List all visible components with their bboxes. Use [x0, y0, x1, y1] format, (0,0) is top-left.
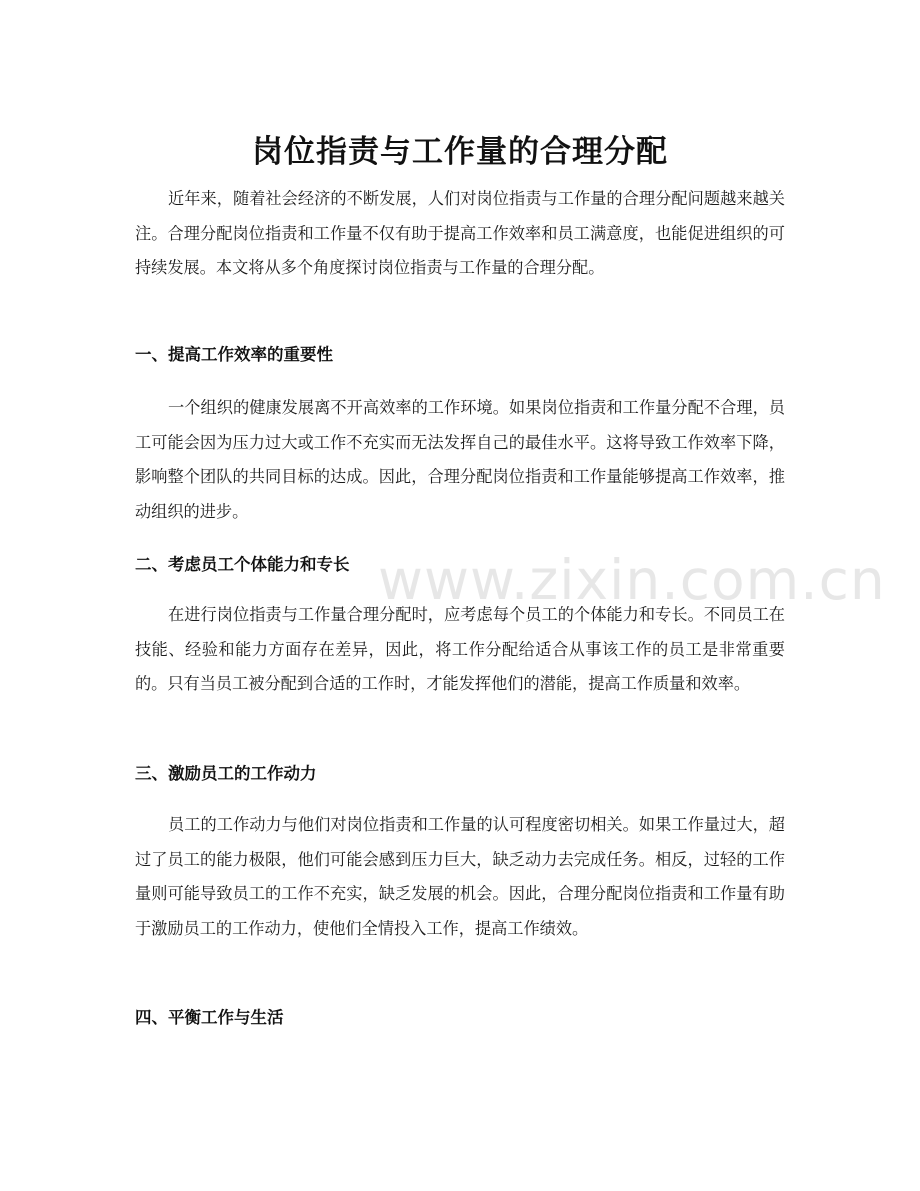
watermark-text: www.zixin.com.cn: [378, 548, 886, 612]
intro-paragraph: 近年来，随着社会经济的不断发展，人们对岗位指责与工作量的合理分配问题越来越关注。合理分配岗位指责和工作量不仅有助于提高工作效率和员工满意度，也能促进组织的可持续发展。本文将从多个角度探讨岗位指责与工作量的合理分配。: [135, 189, 785, 278]
document-title: 岗位指责与工作量的合理分配: [252, 133, 668, 170]
section-heading-1: 一、提高工作效率的重要性: [135, 345, 333, 364]
section-heading-4: 四、平衡工作与生活: [135, 1008, 284, 1027]
section-body-3: 员工的工作动力与他们对岗位指责和工作量的认可程度密切相关。如果工作量过大，超过了员工的能力极限，他们可能会感到压力巨大，缺乏动力去完成任务。相反，过轻的工作量则可能导致员工的工作不充实，缺乏发展的机会。因此，合理分配岗位指责和工作量有助于激励员工的工作动力，使他们全情投入工作，提高工作绩效。: [135, 815, 785, 938]
section-heading-2: 二、考虑员工个体能力和专长: [135, 555, 350, 574]
section-heading-3: 三、激励员工的工作动力: [135, 764, 317, 783]
section-body-1: 一个组织的健康发展离不开高效率的工作环境。如果岗位指责和工作量分配不合理，员工可能会因为压力过大或工作不充实而无法发挥自己的最佳水平。这将导致工作效率下降，影响整个团队的共同目标的达成。因此，合理分配岗位指责和工作量能够提高工作效率，推动组织的进步。: [135, 398, 785, 521]
section-body-2: 在进行岗位指责与工作量合理分配时，应考虑每个员工的个体能力和专长。不同员工在技能、经验和能力方面存在差异，因此，将工作分配给适合从事该工作的员工是非常重要的。只有当员工被分配到合适的工作时，才能发挥他们的潜能，提高工作质量和效率。: [135, 605, 785, 694]
